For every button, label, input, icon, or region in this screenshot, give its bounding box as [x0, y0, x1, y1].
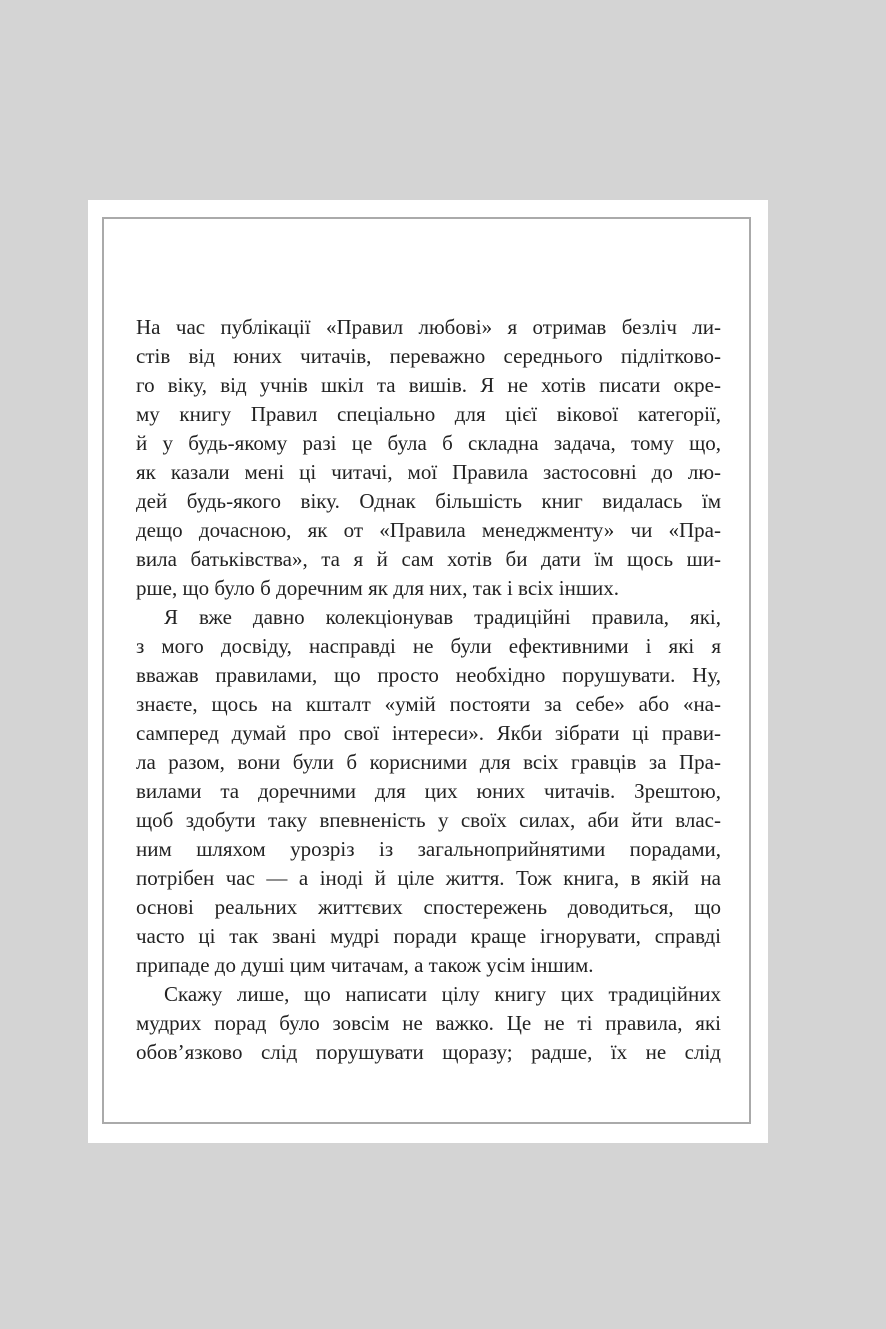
text-line: ла разом, вони були б корисними для всіх гравців за Пра-	[136, 750, 721, 774]
text-line: основі реальних життєвих спостережень доводиться, що	[136, 895, 721, 919]
text-line: й у будь-якому разі це була б складна задача, тому що,	[136, 431, 721, 455]
text-line: вилами та доречними для цих юних читачів. Зрештою,	[136, 779, 721, 803]
text-line: з мого досвіду, насправді не були ефективними і які я	[136, 634, 721, 658]
text-line: потрібен час — а іноді й ціле життя. Тож книга, в якій на	[136, 866, 721, 890]
text-line: самперед думай про свої інтереси». Якби зібрати ці прави-	[136, 721, 721, 745]
text-line: Я вже давно колекціонував традиційні правила, які,	[164, 605, 721, 629]
text-line: вила батьківства», та я й сам хотів би дати їм щось ши-	[136, 547, 721, 571]
text-line: го віку, від учнів шкіл та вишів. Я не хотів писати окре-	[136, 373, 721, 397]
text-line: часто ці так звані мудрі поради краще ігнорувати, справді	[136, 924, 721, 948]
text-line: дей будь-якого віку. Однак більшість книг видалась їм	[136, 489, 721, 513]
text-line: вважав правилами, що просто необхідно порушувати. Ну,	[136, 663, 721, 687]
paragraph	[136, 603, 721, 980]
text-line: обов’язково слід порушувати щоразу; радше, їх не слід	[136, 1040, 721, 1064]
paragraph	[136, 313, 721, 603]
text-line: як казали мені ці читачі, мої Правила застосовні до лю-	[136, 460, 721, 484]
text-line: припаде до душі цим читачам, а також усім іншим.	[136, 953, 594, 977]
text-line: знаєте, щось на кшталт «умій постояти за себе» або «на-	[136, 692, 721, 716]
text-line: Скажу лише, що написати цілу книгу цих традиційних	[164, 982, 721, 1006]
text-line: му книгу Правил спеціально для цієї вікової категорії,	[136, 402, 721, 426]
text-line: ним шляхом урозріз із загальноприйнятими порадами,	[136, 837, 721, 861]
text-line: щоб здобути таку впевненість у своїх силах, аби йти влас-	[136, 808, 721, 832]
text-line: стів від юних читачів, переважно середнього підлітково-	[136, 344, 721, 368]
paragraph	[136, 980, 721, 1067]
text-line: мудрих порад було зовсім не важко. Це не ті правила, які	[136, 1011, 721, 1035]
text-line: рше, що було б доречним як для них, так і всіх інших.	[136, 576, 619, 600]
text-line: На час публікації «Правил любові» я отримав безліч ли-	[136, 315, 721, 339]
book-page	[88, 200, 768, 1143]
body-text	[136, 313, 721, 1067]
text-line: дещо дочасною, як от «Правила менеджменту» чи «Пра-	[136, 518, 721, 542]
